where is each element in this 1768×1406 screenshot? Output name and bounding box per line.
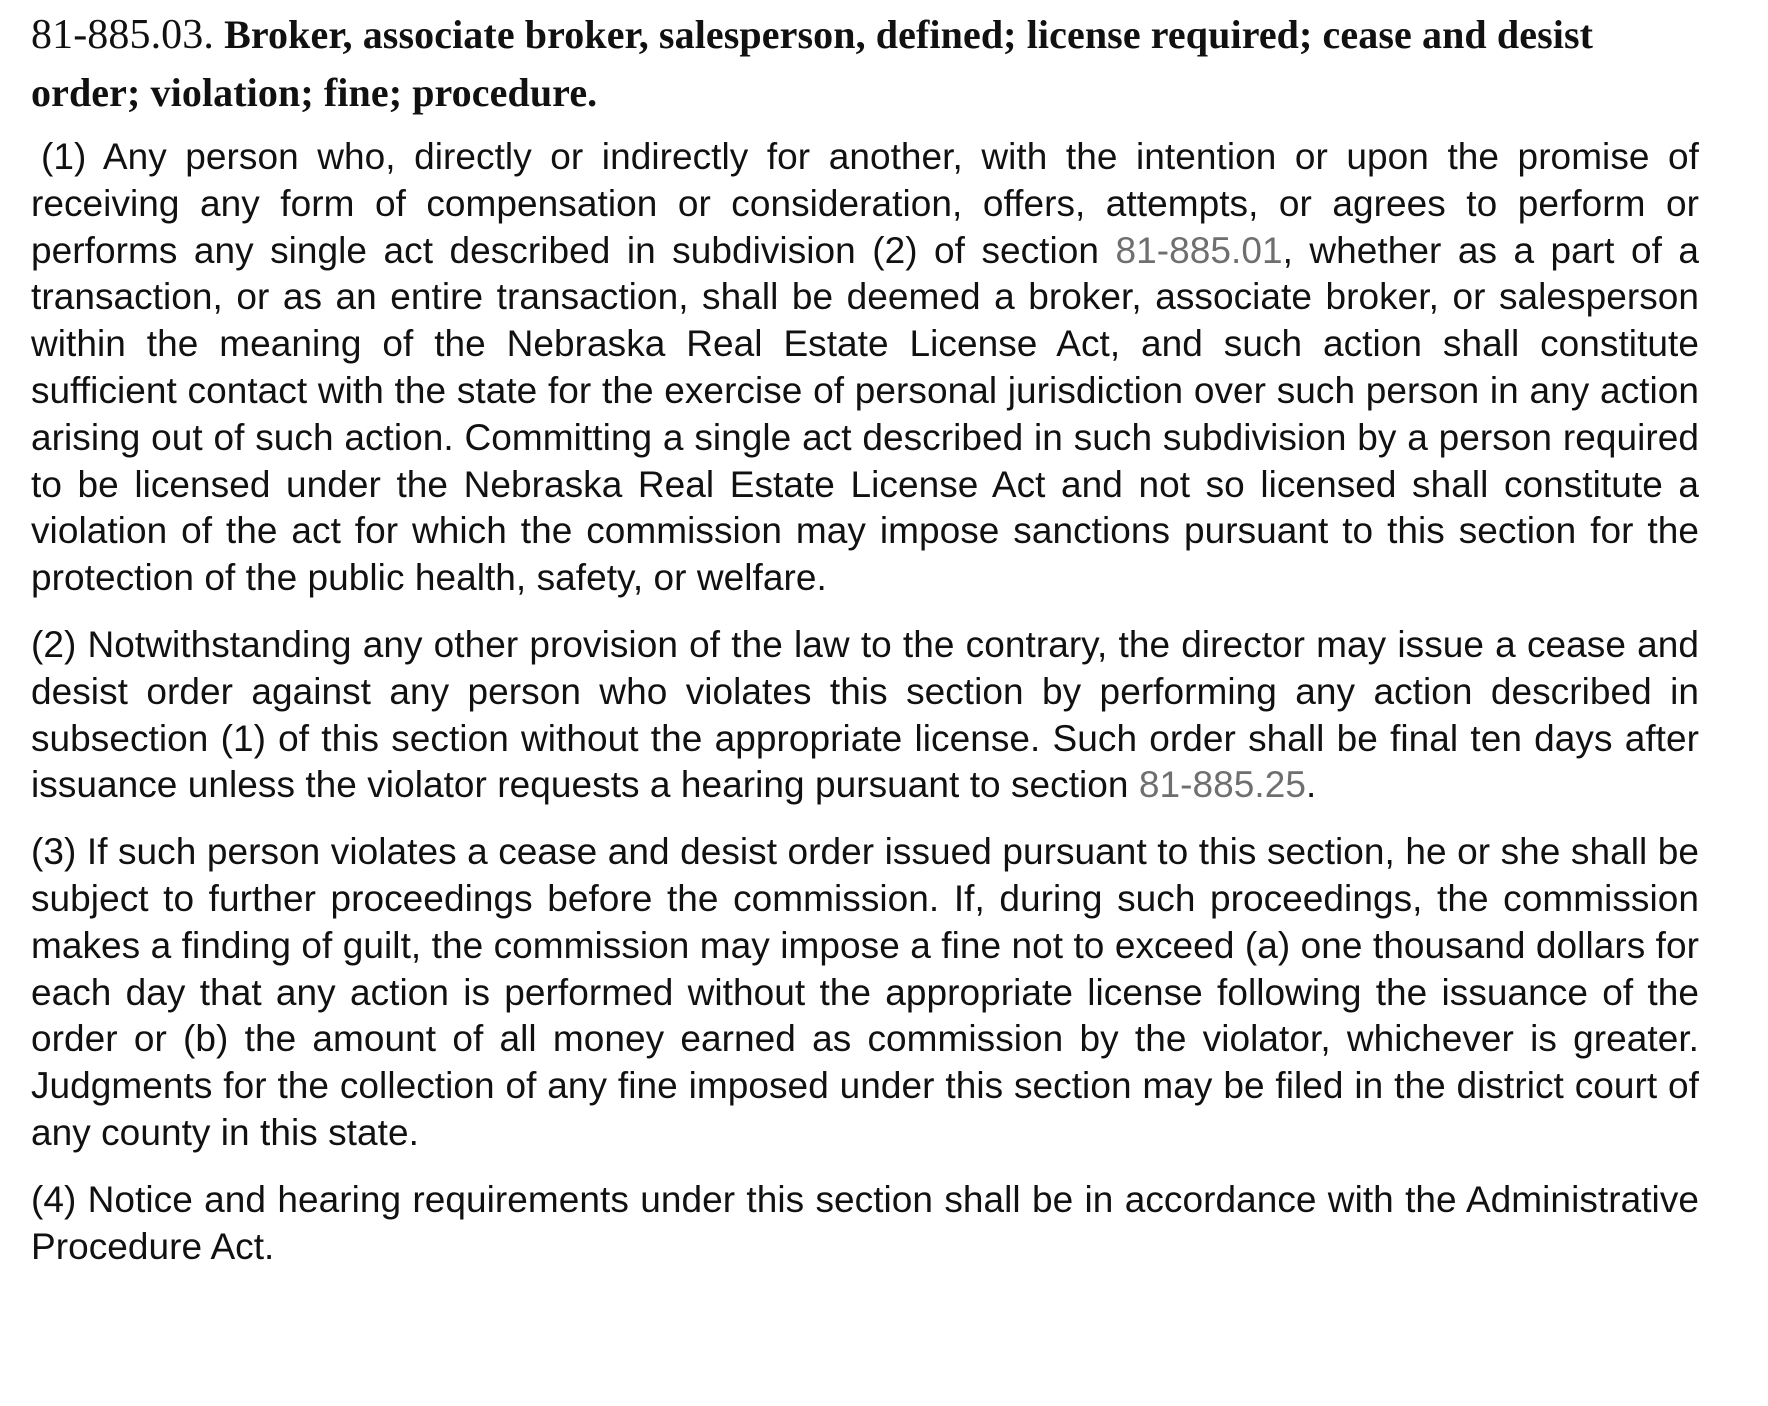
subsection-2 [31,622,1699,809]
section-number: 81-885.03. [31,12,214,58]
cross-reference-link-81-885-01[interactable]: 81-885.01 [1115,229,1283,271]
cross-reference-link-81-885-25[interactable]: 81-885.25 [1138,764,1306,806]
subsection-2-text-end: . [1306,764,1317,806]
statute-page [31,6,1699,1290]
subsection-1 [31,134,1699,602]
subsection-1-text-end: , whether as a part of a transaction, or as an entire transaction, shall be deemed a broker, associate broker, or salesperson within the meaning of the Nebraska Real Estate License Act, and such action shall constitute sufficient contact with the state for the exercise of personal jurisdiction over such person in any action arising out of such action. Committing a single act described in such subdivision by a person required to be licensed under the Nebraska Real Estate License Act and not so licensed shall constitute a violation of the act for which the commission may impose sanctions pursuant to this section for the protection of the public health, safety, or welfare. [31,229,1699,599]
subsection-3: (3) If such person violates a cease and desist order issued pursuant to this section, he or she shall be subject to further proceedings before the commission. If, during such proceedings, the commission makes a finding of guilt, the commission may impose a fine not to exceed (a) one thousand dollars for each day that any action is performed without the appropriate license following the issuance of the order or (b) the amount of all money earned as commission by the violator, whichever is greater. Judgments for the collection of any fine imposed under this section may be filed in the district court of any county in this state. [31,831,1699,1153]
section-title: Broker, associate broker, salesperson, defined; license required; cease and desist order; violation; fine; procedure. [31,12,1594,115]
subsection-4: (4) Notice and hearing requirements under this section shall be in accordance with the Administrative Procedure Act. [31,1178,1699,1267]
subsection-2-text-start: (2) Notwithstanding any other provision of the law to the contrary, the director may issue a cease and desist order against any person who violates this section by performing any action described in subsection (1) of this section without the appropriate license. Such order shall be final ten days after issuance unless the violator requests a hearing pursuant to section [31,623,1699,806]
section-heading [31,6,1699,122]
subsection-1-text-start: (1) Any person who, directly or indirectly for another, with the intention or upon the promise of receiving any form of compensation or consideration, offers, attempts, or agrees to perform or performs any single act described in subdivision (2) of section [31,136,1699,271]
